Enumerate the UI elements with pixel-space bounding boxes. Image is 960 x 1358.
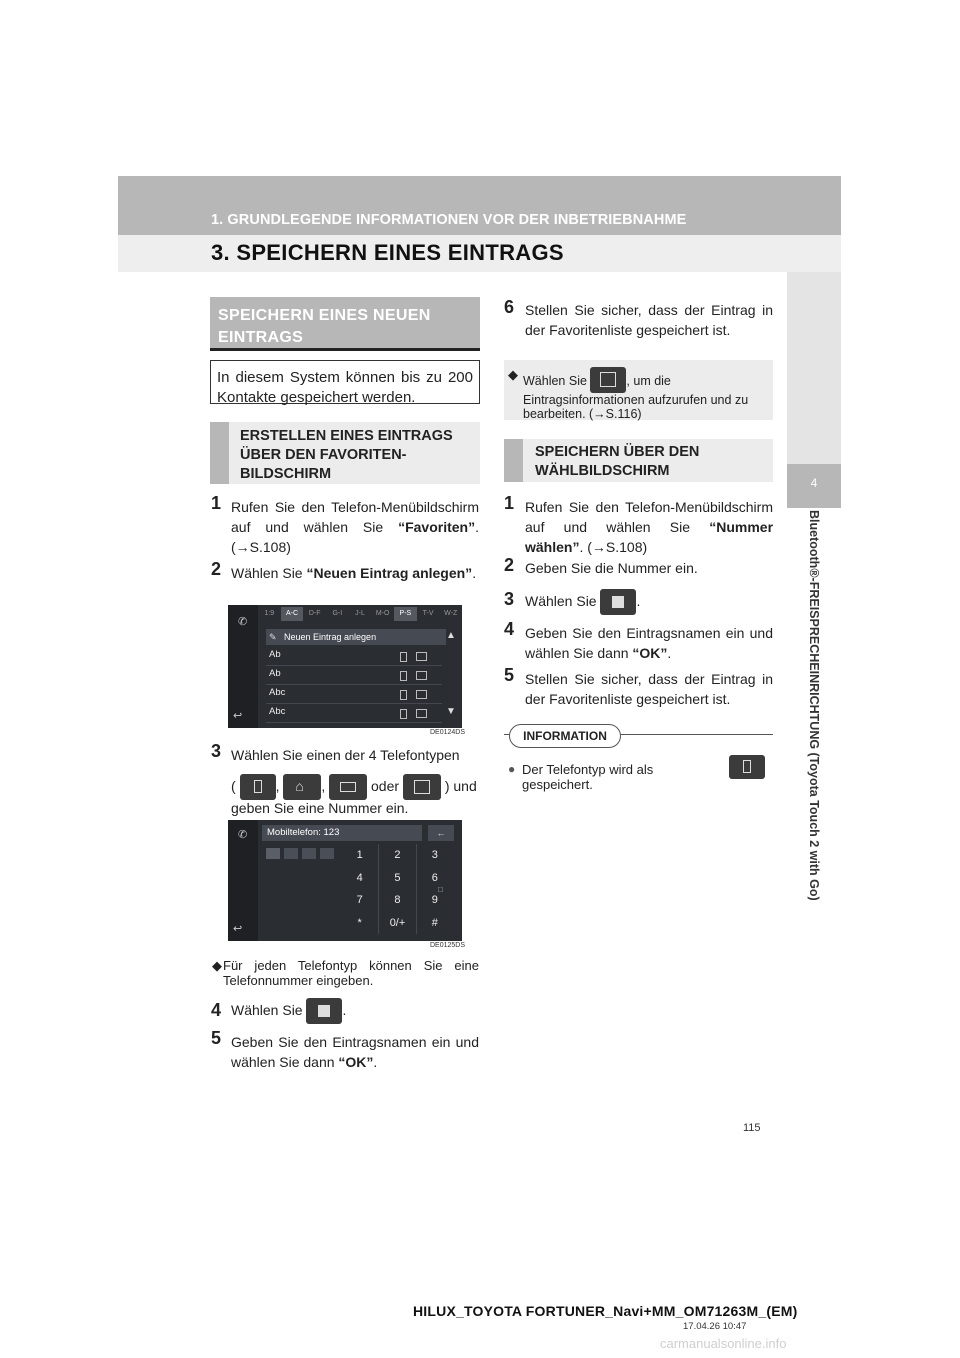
step-text: Stellen Sie sicher, dass der Eintrag in der Favoritenliste gespeichert ist. — [525, 302, 773, 338]
contact-row — [266, 685, 442, 704]
bullet-icon: ● — [508, 762, 516, 776]
page-number: 115 — [743, 1122, 761, 1134]
page-title: 3. SPEICHERN EINES EINTRAGS — [211, 240, 564, 265]
number-field-value: Mobiltelefon: 123 — [267, 827, 340, 838]
screenshot-favorites — [228, 605, 462, 728]
keypad-key: 8 — [378, 889, 415, 912]
image-code: DE0125DS — [430, 942, 466, 949]
other-type-icon — [320, 848, 334, 859]
mobile-phone-icon — [240, 774, 276, 800]
letter-tab: P-S — [394, 607, 417, 621]
step-option: “Favoriten” — [398, 519, 476, 535]
conj: oder — [371, 778, 400, 794]
letter-tab: D-F — [308, 610, 321, 617]
step-number: 5 — [504, 665, 515, 685]
scroll-down-icon: ▼ — [446, 706, 456, 717]
keypad-key: 3 — [416, 844, 453, 867]
contact-row — [266, 647, 442, 666]
letter-tab: A-C — [281, 607, 304, 621]
step-option: “Nummer wählen” — [525, 519, 774, 555]
bullet-icon: ◆ — [508, 367, 518, 382]
punct: . — [342, 1002, 347, 1018]
phone-icon: ✆ — [238, 829, 248, 841]
step-text: Wählen Sie einen der 4 Telefontypen — [231, 747, 460, 763]
step-text: geben Sie eine Nummer ein. — [231, 800, 409, 816]
save-icon — [306, 998, 342, 1024]
section-title-box — [210, 297, 480, 348]
watermark: carmanualsonline.info — [660, 1336, 787, 1351]
info-text: Der Telefontyp wird als gespeichert. — [522, 762, 654, 792]
subsection-title: SPEICHERN ÜBER DEN WÄHLBILDSCHIRM — [535, 444, 700, 479]
contact-name: Ab — [269, 668, 281, 679]
keypad-key: 4 — [356, 871, 363, 884]
letter-tab: 1:9 — [264, 610, 275, 617]
phone-types-line — [231, 772, 481, 800]
letter-tabs — [258, 607, 462, 621]
edit-icon — [590, 367, 626, 393]
side-tab — [787, 272, 841, 464]
step-number: 1 — [504, 493, 515, 513]
step-option: “OK” — [632, 645, 668, 661]
step-number: 3 — [504, 589, 515, 609]
edit-icon — [416, 690, 427, 699]
side-chapter-text: Bluetooth®-FREISPRECHEINRICHTUNG (Toyota Touch 2 with Go) — [807, 510, 821, 901]
save-icon: □ — [438, 885, 443, 894]
footer-model: HILUX_TOYOTA FORTUNER_Navi+MM_OM71263M_(EM) — [413, 1303, 798, 1319]
mobile-icon — [400, 671, 407, 681]
step-number: 4 — [211, 1000, 222, 1020]
step-text: Geben Sie die Nummer ein. — [525, 560, 698, 576]
mobile-icon — [400, 709, 407, 719]
punct: . — [636, 593, 641, 609]
contact-name: Abc — [269, 706, 286, 717]
step-text — [231, 497, 479, 557]
step-number: 5 — [211, 1028, 222, 1048]
letter-tab: G-I — [332, 610, 343, 617]
home-icon: ⌂ — [283, 774, 321, 800]
contact-row — [266, 666, 442, 685]
step-number: 1 — [211, 493, 222, 513]
step-number: 2 — [504, 555, 515, 575]
step-option: “Neuen Eintrag anlegen” — [306, 565, 473, 581]
step-text — [525, 623, 773, 663]
work-type-icon — [302, 848, 316, 859]
keypad-key: 5 — [378, 867, 415, 890]
keypad-key: * — [357, 916, 362, 929]
side-chapter-label — [799, 510, 829, 935]
mobile-icon — [400, 652, 407, 662]
save-icon — [600, 589, 636, 615]
keypad-key: # — [416, 912, 453, 935]
punct: ) und — [444, 778, 477, 794]
step-option: “OK” — [338, 1054, 374, 1070]
new-entry-row — [266, 629, 446, 645]
keypad-key: 6 — [416, 867, 453, 890]
bullet-rest: , um die Eintragsinformationen aufzurufen und zu bearbeiten. (→S.116) — [523, 374, 749, 421]
step-instruction: Geben Sie den Eintragsnamen ein und wählen Sie dann — [525, 625, 773, 661]
mobile-phone-icon — [729, 755, 765, 779]
punct: , — [321, 778, 326, 794]
step-number: 2 — [211, 559, 222, 579]
step-instruction: Wählen Sie — [525, 593, 597, 609]
bullet-text: Für jeden Telefontyp können Sie eine Telefonnummer eingeben. — [223, 958, 479, 988]
contact-row — [266, 704, 442, 723]
footer-date: 17.04.26 10:47 — [683, 1321, 747, 1332]
keypad-key: 0/+ — [378, 912, 415, 935]
step-text: Stellen Sie sicher, dass der Eintrag in der Favoritenliste gespeichert ist. — [525, 671, 773, 707]
new-entry-icon: ✎ — [269, 632, 277, 642]
step-number: 6 — [504, 297, 515, 317]
bullet-lead: Wählen Sie — [523, 374, 587, 388]
keypad-key: 2 — [378, 844, 415, 867]
info-box: In diesem System können bis zu 200 Kontakte gespeichert werden. — [210, 360, 480, 404]
letter-tab: J-L — [355, 610, 365, 617]
other-phone-icon — [403, 774, 441, 800]
delete-icon: ← — [428, 825, 454, 841]
punct: . — [472, 565, 477, 581]
contact-name: Abc — [269, 687, 286, 698]
edit-icon — [416, 709, 427, 718]
step-instruction: Geben Sie den Eintragsnamen ein und wählen Sie dann — [231, 1034, 479, 1070]
bullet-text — [523, 367, 767, 421]
new-entry-label: Neuen Eintrag anlegen — [284, 632, 377, 642]
bullet-icon: ◆ — [212, 958, 222, 973]
step-text — [231, 1032, 479, 1072]
step-number: 3 — [211, 741, 222, 761]
letter-tab: M-O — [375, 610, 390, 617]
briefcase-icon — [329, 774, 367, 800]
keypad-key: 7 — [356, 894, 363, 906]
edit-icon — [416, 652, 427, 661]
section-rule — [210, 348, 480, 351]
section-title: SPEICHERN EINES NEUEN EINTRAGS — [218, 307, 431, 346]
letter-tab: W-Z — [444, 610, 458, 617]
chapter-title: 1. GRUNDLEGENDE INFORMATIONEN VOR DER INBETRIEBNAHME — [211, 212, 687, 228]
step-text — [525, 588, 640, 616]
mobile-icon — [400, 690, 407, 700]
punct: . — [373, 1054, 378, 1070]
info-label: INFORMATION — [509, 724, 621, 748]
home-type-icon — [284, 848, 298, 859]
step-text — [231, 563, 479, 583]
page-ref: . (→S.108) — [231, 519, 479, 555]
back-icon: ↩ — [233, 923, 243, 935]
scroll-up-icon: ▲ — [446, 630, 456, 641]
step-instruction: Rufen Sie den Telefon-Menübildschirm auf und wählen Sie — [525, 499, 773, 535]
step-instruction: Wählen Sie — [231, 1002, 303, 1018]
step-instruction: Wählen Sie — [231, 565, 303, 581]
edit-icon — [416, 671, 427, 680]
type-icons — [266, 848, 338, 860]
step-text — [231, 997, 346, 1025]
step-instruction: Rufen Sie den Telefon-Menübildschirm auf und wählen Sie — [231, 499, 479, 535]
punct: , — [275, 778, 280, 794]
screenshot-number-entry — [228, 820, 462, 941]
subsection-title: ERSTELLEN EINES EINTRAGS ÜBER DEN FAVORITEN-BILDSCHIRM — [240, 428, 453, 482]
keypad-key: 9 — [416, 889, 453, 912]
mobile-type-icon — [266, 848, 280, 859]
keypad — [341, 844, 453, 934]
step-text — [525, 497, 773, 557]
subsection-bar — [210, 422, 229, 484]
keypad-key: 1 — [356, 849, 363, 861]
number-field — [262, 825, 422, 841]
punct: . — [667, 645, 672, 661]
letter-tab: T-V — [422, 610, 434, 617]
side-number: 4 — [810, 476, 818, 490]
punct: ( — [231, 778, 236, 794]
page-ref: . (→S.108) — [579, 539, 648, 555]
contact-name: Ab — [269, 649, 281, 660]
phone-icon: ✆ — [238, 616, 248, 628]
step-number: 4 — [504, 619, 515, 639]
back-icon: ↩ — [233, 710, 243, 722]
image-code: DE0124DS — [430, 729, 466, 736]
subsection-bar — [504, 439, 523, 482]
